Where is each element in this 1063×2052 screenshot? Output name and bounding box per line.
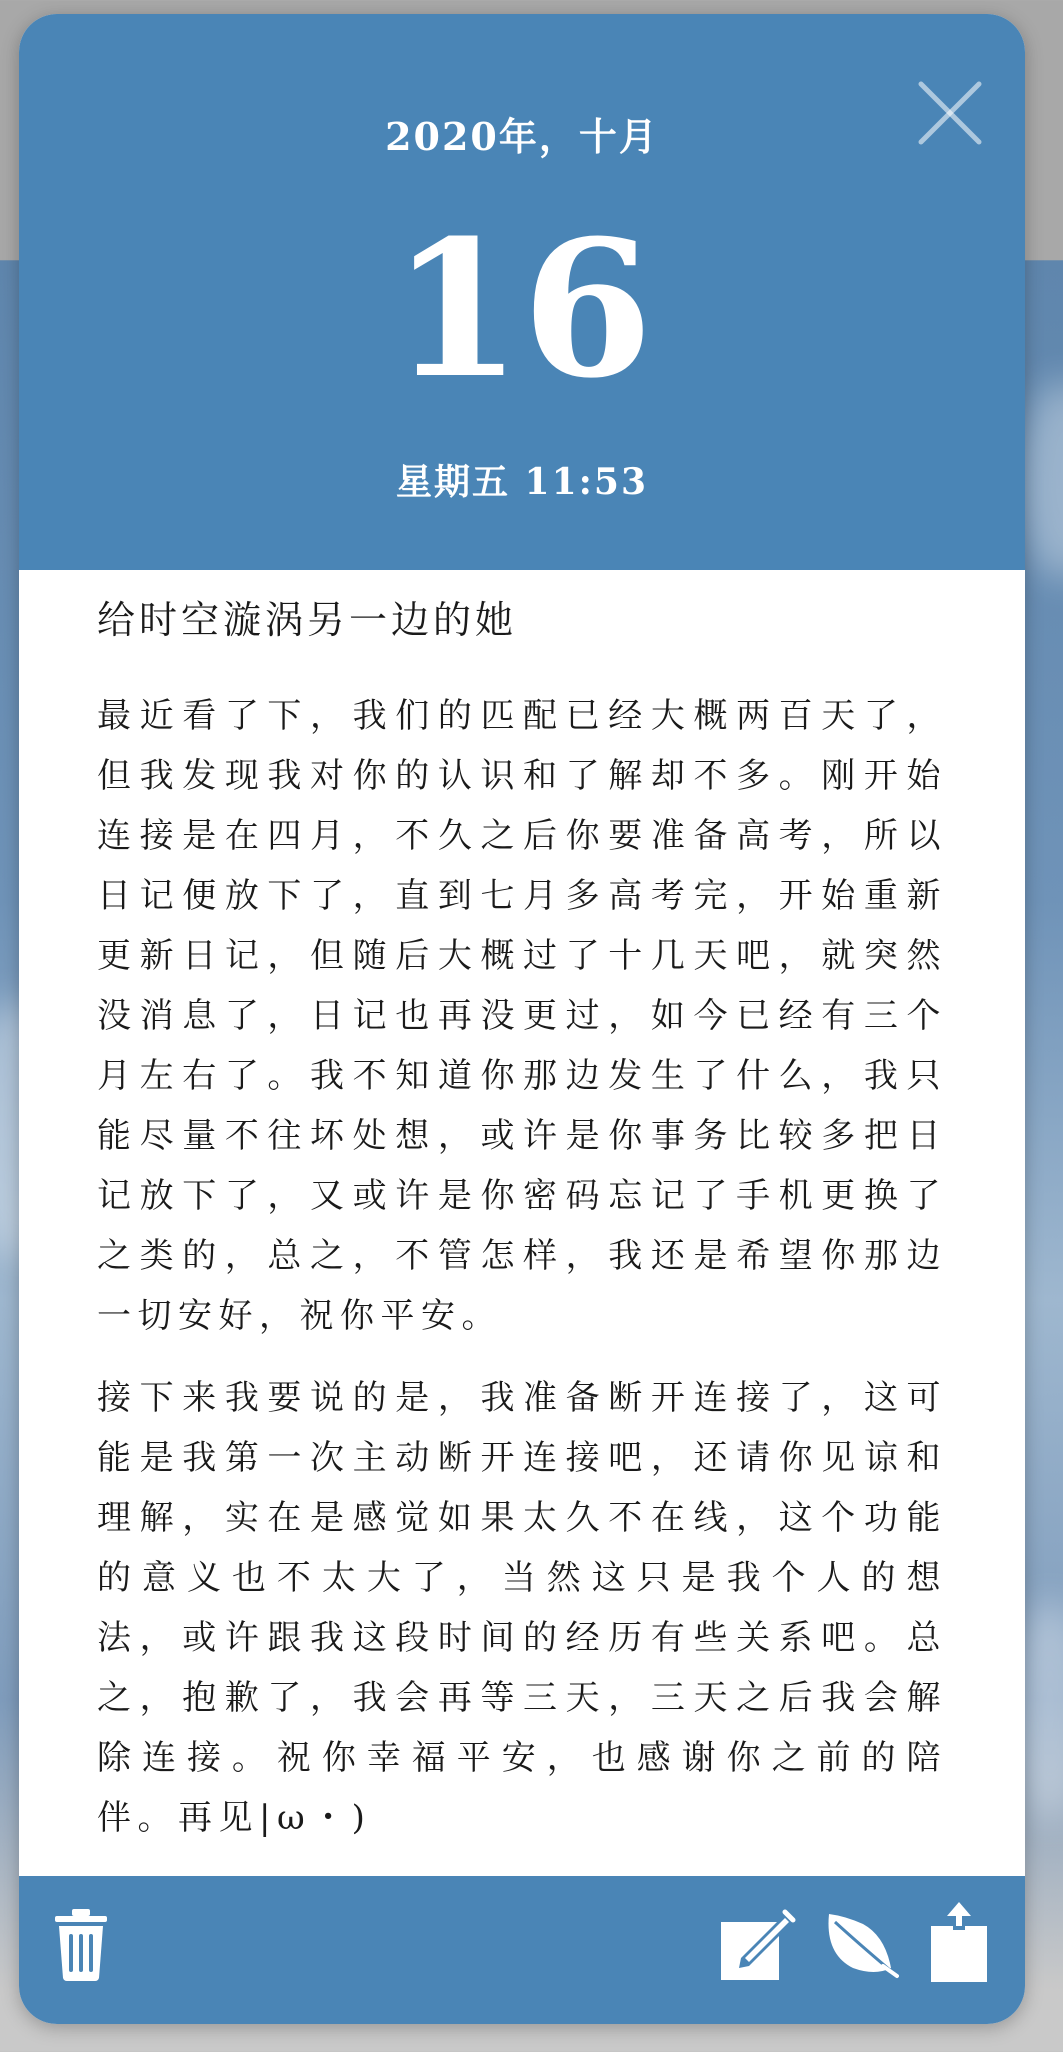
year-month-label: 2020年，十月	[385, 114, 659, 159]
entry-paragraph: 接下来我要说的是，我准备断开连接了，这可能是我第一次主动断开连接吧，还请你见谅和理解，实在是感觉如果太久不在线，这个功能的意义也不太大了，当然这只是我个人的想法，或许跟我这段时间的经历有些关系吧。总之，抱歉了，我会再等三天，三天之后我会解除连接。祝你幸福平安，也感谢你之前的陪伴。再见|ω・)	[97, 1378, 947, 1838]
delete-button[interactable]	[53, 1908, 109, 1982]
share-icon	[927, 1902, 991, 1984]
edit-icon	[719, 1908, 797, 1982]
leaf-icon	[823, 1910, 899, 1980]
diary-entry-card	[19, 14, 1025, 2024]
close-icon	[915, 78, 985, 148]
bottom-toolbar	[19, 1876, 1025, 2024]
entry-title: 给时空漩涡另一边的她	[97, 598, 518, 642]
day-number: 16	[391, 199, 653, 420]
leaf-button[interactable]	[823, 1910, 899, 1980]
entry-paragraph: 最近看了下，我们的匹配已经大概两百天了，但我发现我对你的认识和了解却不多。刚开始连接是在四月，不久之后你要准备高考，所以日记便放下了，直到七月多高考完，开始重新更新日记，但随后大概过了十几天吧，就突然没消息了，日记也再没更过，如今已经有三个月左右了。我不知道你那边发生了什么，我只能尽量不往坏处想，或许是你事务比较多把日记放下了，又或许是你密码忘记了手机更换了之类的，总之，不管怎样，我还是希望你那边一切安好，祝你平安。	[97, 696, 947, 1336]
edit-button[interactable]	[719, 1908, 797, 1982]
entry-content	[97, 574, 947, 1874]
date-header	[19, 14, 1025, 570]
share-button[interactable]	[927, 1902, 991, 1984]
weekday-time-label: 星期五 11:53	[395, 461, 649, 503]
trash-icon	[53, 1908, 109, 1982]
close-button[interactable]	[915, 78, 985, 148]
